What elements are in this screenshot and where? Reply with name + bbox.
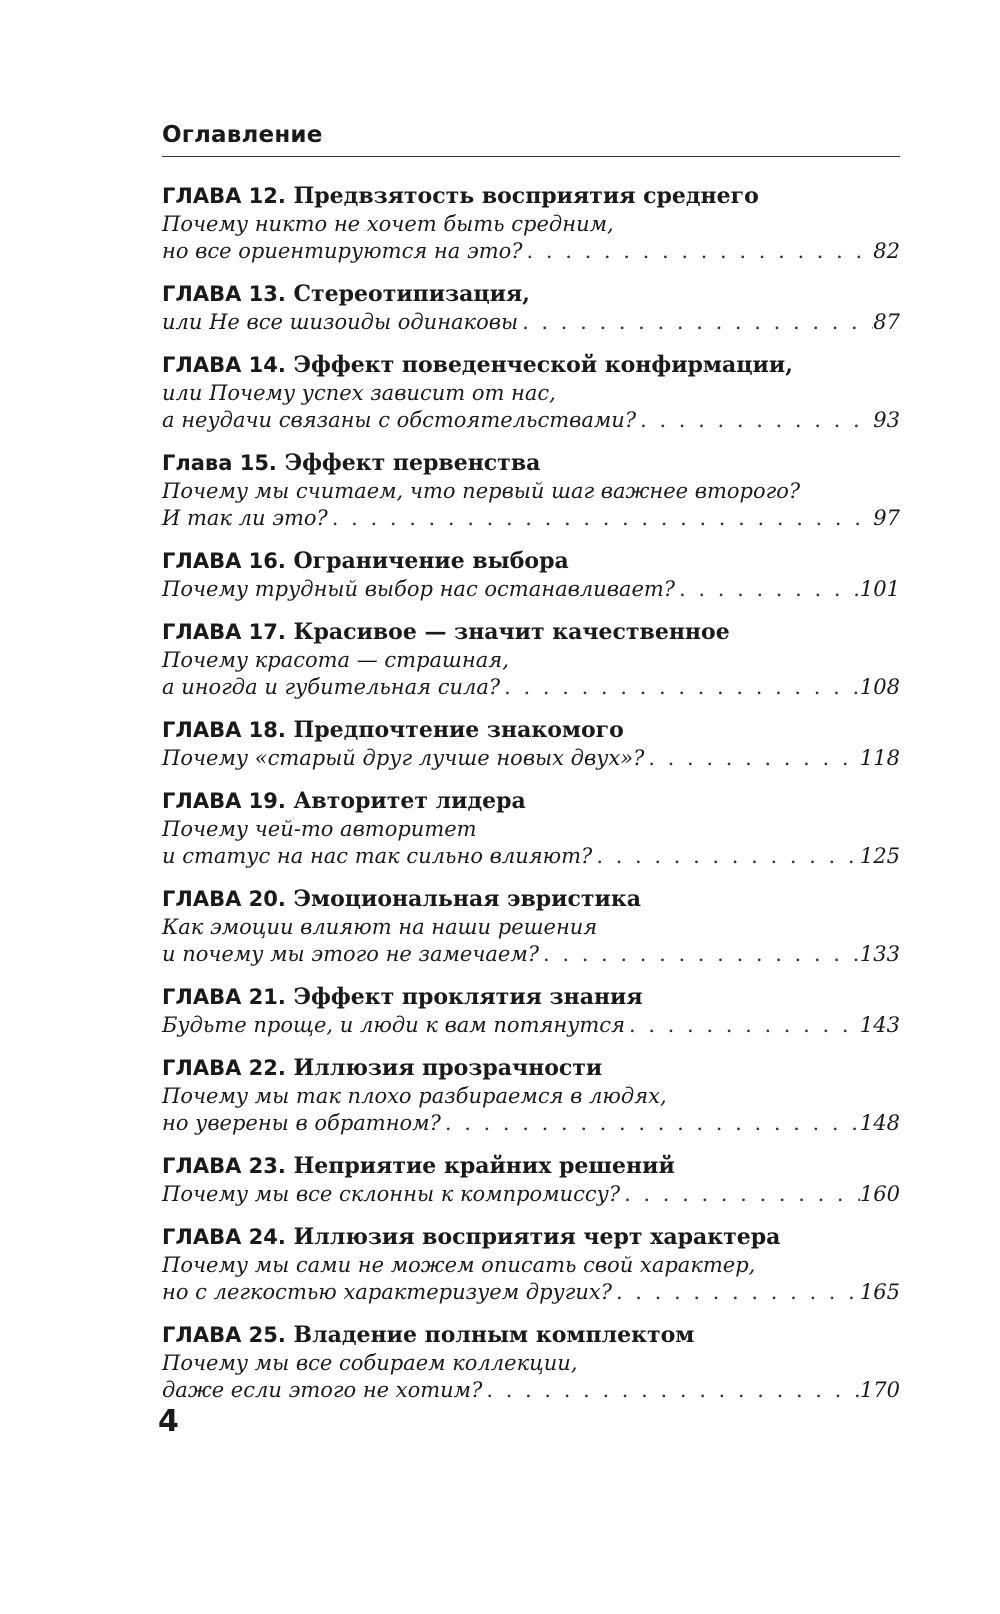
page-number: 87 (873, 310, 900, 334)
chapter-subtitle-line: Почему мы сами не можем описать свой характер, (162, 1253, 756, 1277)
chapter-leader-line (162, 843, 900, 870)
chapter-heading (162, 884, 900, 914)
dot-leader (523, 238, 874, 265)
chapter-title: Эмоциональная эвристика (285, 886, 641, 912)
chapter-label: ГЛАВА 25. (162, 1323, 286, 1347)
chapter-label: ГЛАВА 21. (162, 985, 286, 1009)
chapter-subtitle-last: и почему мы этого не замечаем? (162, 942, 539, 966)
chapter-subtitle-line: Почему мы все собираем коллекции, (162, 1351, 578, 1375)
toc-entry (162, 546, 900, 603)
chapter-label: ГЛАВА 19. (162, 789, 286, 813)
toc-entry (162, 786, 900, 870)
chapter-subtitle-line: Как эмоции влияют на наши решения (162, 915, 598, 939)
chapter-leader-line (162, 1181, 900, 1208)
chapter-subtitle-last: Почему «старый друг лучше новых двух»? (162, 746, 645, 770)
chapter-leader-line (162, 576, 900, 603)
chapter-subtitle-last: но с легкостью характеризуем других? (162, 1280, 612, 1304)
chapter-label: ГЛАВА 23. (162, 1154, 286, 1178)
chapter-leader-line (162, 309, 900, 336)
chapter-subtitle-last: Будьте проще, и люди к вам потянутся (162, 1013, 625, 1037)
chapter-leader-line (162, 674, 900, 701)
page-number: 93 (873, 408, 900, 432)
chapter-title: Эффект первенства (276, 450, 541, 476)
dot-leader (636, 407, 873, 434)
page-number: 133 (859, 942, 900, 966)
chapter-title: Неприятие крайних решений (285, 1153, 675, 1179)
chapter-title: Предвзятость восприятия среднего (285, 183, 759, 209)
chapter-heading (162, 1320, 900, 1350)
chapter-title: Стереотипизация, (285, 281, 530, 307)
chapter-heading (162, 617, 900, 647)
toc-entry (162, 884, 900, 968)
dot-leader (539, 941, 860, 968)
chapter-subtitle-last: Почему трудный выбор нас останавливает? (162, 577, 676, 601)
chapter-subtitle-last: Почему мы все склонны к компромиссу? (162, 1182, 621, 1206)
chapter-subtitle-last: или Не все шизоиды одинаковы (162, 310, 519, 334)
chapter-leader-line (162, 1279, 900, 1306)
chapter-leader-line (162, 1110, 900, 1137)
chapter-heading (162, 181, 900, 211)
chapter-heading (162, 350, 900, 380)
chapter-heading (162, 1151, 900, 1181)
chapter-leader-line (162, 1377, 900, 1404)
chapter-title: Эффект проклятия знания (285, 984, 643, 1010)
chapter-title: Иллюзия прозрачности (285, 1055, 603, 1081)
chapter-label: ГЛАВА 16. (162, 549, 286, 573)
toc-list (162, 181, 900, 1404)
dot-leader (592, 843, 860, 870)
page-number: 160 (859, 1182, 900, 1206)
chapter-subtitle-line: Почему мы так плохо разбираемся в людях, (162, 1084, 667, 1108)
page-folio: 4 (158, 1404, 179, 1439)
dot-leader (441, 1110, 860, 1137)
dot-leader (612, 1279, 860, 1306)
chapter-heading (162, 1053, 900, 1083)
chapter-heading (162, 279, 900, 309)
chapter-label: ГЛАВА 14. (162, 353, 286, 377)
chapter-label: ГЛАВА 17. (162, 620, 286, 644)
chapter-heading (162, 715, 900, 745)
toc-entry (162, 181, 900, 265)
chapter-label: ГЛАВА 24. (162, 1225, 286, 1249)
header-rule (162, 156, 900, 157)
toc-entry (162, 350, 900, 434)
dot-leader (625, 1012, 860, 1039)
chapter-subtitle-line: Почему никто не хочет быть средним, (162, 212, 614, 236)
chapter-leader-line (162, 407, 900, 434)
chapter-label: ГЛАВА 22. (162, 1056, 286, 1080)
page-number: 101 (859, 577, 900, 601)
page-number: 143 (859, 1013, 900, 1037)
chapter-subtitle-line: или Почему успех зависит от нас, (162, 381, 556, 405)
chapter-subtitle-last: но уверены в обратном? (162, 1111, 441, 1135)
chapter-heading (162, 546, 900, 576)
toc-entry (162, 1053, 900, 1137)
page-number: 170 (859, 1378, 900, 1402)
chapter-subtitle-last: но все ориентируются на это? (162, 239, 523, 263)
chapter-title: Иллюзия восприятия черт характера (285, 1224, 781, 1250)
chapter-title: Эффект поведенческой конфирмации, (285, 352, 793, 378)
chapter-subtitle-last: И так ли это? (162, 506, 328, 530)
toc-entry (162, 279, 900, 336)
running-head: Оглавление (162, 122, 323, 148)
toc-page (162, 120, 900, 1418)
chapter-label: Глава 15. (162, 451, 277, 475)
chapter-heading (162, 982, 900, 1012)
page-number: 125 (859, 844, 900, 868)
chapter-heading (162, 448, 900, 478)
toc-entry (162, 982, 900, 1039)
chapter-leader-line (162, 745, 900, 772)
toc-entry (162, 715, 900, 772)
chapter-leader-line (162, 941, 900, 968)
chapter-subtitle-last: а иногда и губительная сила? (162, 675, 501, 699)
toc-entry (162, 617, 900, 701)
page-number: 82 (873, 239, 900, 263)
page-number: 118 (859, 746, 900, 770)
chapter-subtitle-line: Почему красота — страшная, (162, 648, 509, 672)
chapter-title: Владение полным комплектом (285, 1322, 695, 1348)
chapter-heading (162, 786, 900, 816)
page-number: 108 (859, 675, 900, 699)
chapter-subtitle-last: и статус на нас так сильно влияют? (162, 844, 593, 868)
chapter-title: Ограничение выбора (285, 548, 569, 574)
chapter-label: ГЛАВА 20. (162, 887, 286, 911)
toc-entry (162, 1151, 900, 1208)
chapter-label: ГЛАВА 13. (162, 282, 286, 306)
toc-entry (162, 1320, 900, 1404)
dot-leader (675, 576, 860, 603)
chapter-title: Авторитет лидера (285, 788, 526, 814)
chapter-subtitle-line: Почему чей-то авторитет (162, 817, 477, 841)
toc-entry (162, 448, 900, 532)
dot-leader (500, 674, 860, 701)
chapter-leader-line (162, 505, 900, 532)
dot-leader (644, 745, 860, 772)
toc-entry (162, 1222, 900, 1306)
page-number: 148 (859, 1111, 900, 1135)
chapter-subtitle-last: а неудачи связаны с обстоятельствами? (162, 408, 637, 432)
chapter-title: Красивое — значит качественное (285, 619, 730, 645)
dot-leader (482, 1377, 860, 1404)
chapter-subtitle-last: даже если этого не хотим? (162, 1378, 483, 1402)
dot-leader (620, 1181, 860, 1208)
chapter-label: ГЛАВА 12. (162, 184, 286, 208)
chapter-label: ГЛАВА 18. (162, 718, 286, 742)
chapter-heading (162, 1222, 900, 1252)
page-number: 165 (859, 1280, 900, 1304)
chapter-subtitle-line: Почему мы считаем, что первый шаг важнее второго? (162, 479, 801, 503)
chapter-leader-line (162, 1012, 900, 1039)
dot-leader (518, 309, 873, 336)
dot-leader (328, 505, 873, 532)
chapter-title: Предпочтение знакомого (285, 717, 624, 743)
page-number: 97 (873, 506, 900, 530)
chapter-leader-line (162, 238, 900, 265)
